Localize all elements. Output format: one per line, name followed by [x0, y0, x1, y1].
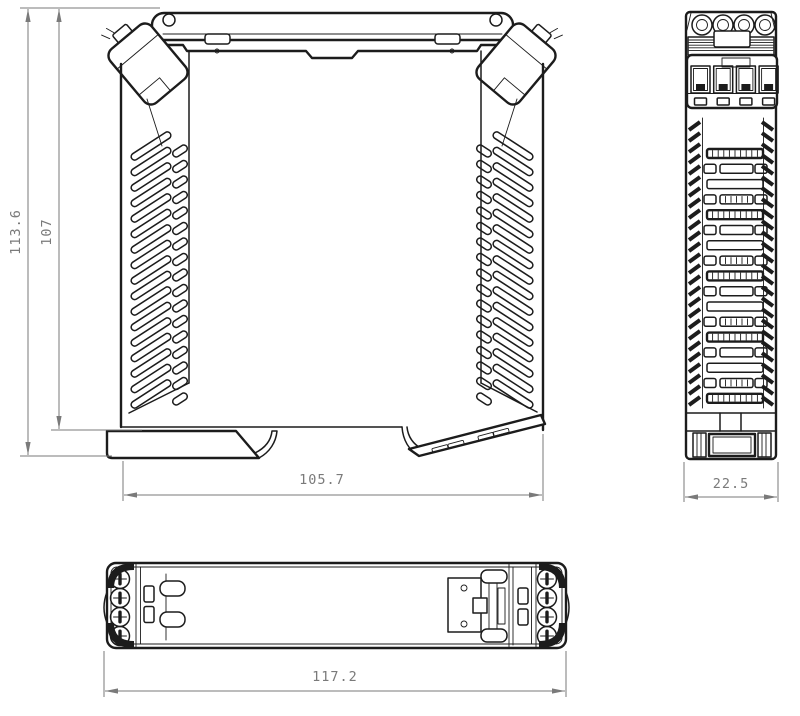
terminal-screw-inner [739, 20, 750, 31]
side-vent-small [704, 164, 716, 173]
front-top-cover [152, 13, 513, 44]
plate-hole-top [461, 585, 467, 591]
chevron-mark [689, 232, 700, 240]
terminal-screw [755, 15, 775, 35]
louver-short [171, 361, 188, 376]
terminal-screw-inner [718, 20, 729, 31]
louver-short [475, 144, 492, 159]
cover-tab-left [205, 34, 230, 44]
bottom-slot-left-1 [144, 586, 154, 602]
foot-claw [255, 431, 277, 458]
side-vent-small [704, 195, 716, 204]
chevron-mark [689, 375, 700, 383]
dim-label-overall-height: 113.6 [8, 209, 24, 255]
side-vent-small [704, 348, 716, 357]
bottom-latch-tab [473, 598, 487, 613]
side-chevrons-left [689, 122, 700, 405]
side-vent-wide [707, 363, 763, 372]
side-view [686, 12, 778, 459]
side-vent-wide [707, 180, 763, 189]
bottom-peg-right-2 [481, 629, 507, 642]
louver-short [171, 314, 188, 329]
louver-short [171, 252, 188, 267]
chevron-mark [689, 199, 700, 207]
chevron-mark [689, 122, 700, 130]
terminal-contact [741, 84, 750, 91]
side-vent-mid [720, 287, 753, 296]
din-foot [107, 431, 259, 458]
terminal-contact [696, 84, 705, 91]
chevron-mark [689, 276, 700, 284]
dim-label-front-width: 105.7 [299, 472, 345, 488]
chevron-mark [689, 188, 700, 196]
side-vent-mid [720, 348, 753, 357]
bottom-cap-lines-left [136, 564, 141, 647]
louver-short [171, 175, 188, 190]
side-clip-right [758, 433, 771, 457]
side-vent-mid [720, 226, 753, 235]
louver-short [475, 314, 492, 329]
side-vent-small [704, 287, 716, 296]
bottom-latch-bracket-1 [489, 582, 497, 630]
chevron-mark [689, 133, 700, 141]
dim-bottom-length [104, 651, 566, 697]
louver-short [475, 268, 492, 283]
chevron-mark [689, 221, 700, 229]
bottom-view [104, 563, 569, 648]
terminal-contact [764, 84, 773, 91]
side-vent-small [704, 226, 716, 235]
side-vent-small [704, 317, 716, 326]
bottom-slot-right-2 [518, 609, 528, 625]
bottom-peg-right-1 [481, 570, 507, 583]
bottom-peg-left-2 [160, 612, 185, 627]
chevron-mark [689, 386, 700, 394]
bottom-cap-lines-right [532, 564, 537, 647]
louver-short [475, 361, 492, 376]
louver-short [475, 330, 492, 345]
cover-tab-right [435, 34, 460, 44]
bottom-divider-lines-right [509, 564, 513, 648]
side-vent-small [704, 256, 716, 265]
louver-short [171, 376, 188, 391]
front-view [93, 5, 572, 458]
chevron-mark [689, 320, 700, 328]
chevron-mark [689, 243, 700, 251]
louver-short [171, 144, 188, 159]
front-base [107, 415, 545, 458]
terminal-contact [719, 84, 728, 91]
louver-short [171, 345, 188, 360]
terminal-screw-inner [760, 20, 771, 31]
louver-short [171, 159, 188, 174]
bottom-latch-bracket-2 [498, 588, 505, 624]
chevron-mark [689, 254, 700, 262]
dim-label-side-depth: 22.5 [712, 476, 750, 492]
louver-short [171, 206, 188, 221]
side-top-tab [714, 31, 750, 47]
corner-accent-tr [539, 563, 566, 588]
louver-short [475, 252, 492, 267]
side-vent-rows [704, 149, 767, 403]
bottom-peg-left-1 [160, 581, 185, 596]
side-clip-left [693, 433, 706, 457]
terminal-screw-inner [697, 20, 708, 31]
louver-short [475, 206, 492, 221]
plate-hole-bottom [461, 621, 467, 627]
side-vent-small [704, 379, 716, 388]
louver-short [475, 175, 492, 190]
dim-label-body-height: 107 [39, 218, 55, 246]
dim-label-bottom-length: 117.2 [312, 669, 358, 685]
louver-short [171, 237, 188, 252]
chevron-mark [689, 155, 700, 163]
chevron-mark [689, 342, 700, 350]
side-vent-wide [707, 241, 763, 250]
louver-short [475, 299, 492, 314]
side-bottom-dividers [720, 413, 741, 431]
louver-short [475, 221, 492, 236]
din-latch [409, 415, 545, 456]
right-vent-panel [475, 131, 534, 410]
side-clip-right-lines [762, 433, 766, 457]
louver-short [171, 190, 188, 205]
louver-short [475, 237, 492, 252]
louver-short [475, 345, 492, 360]
chevron-mark [689, 177, 700, 185]
chevron-mark [689, 353, 700, 361]
louver-short [475, 376, 492, 391]
louver-short [475, 283, 492, 298]
bottom-slot-right-1 [518, 588, 528, 604]
terminal-screw [692, 15, 712, 35]
louver-short [475, 190, 492, 205]
louver-short [475, 392, 492, 407]
louver-short [171, 221, 188, 236]
chevron-mark [689, 309, 700, 317]
louver-short [171, 299, 188, 314]
chevron-mark [689, 331, 700, 339]
louver-short [171, 330, 188, 345]
chevron-mark [689, 397, 700, 405]
chevron-mark [689, 144, 700, 152]
dim-side-depth [684, 462, 778, 502]
chevron-mark [689, 364, 700, 372]
chevron-mark [689, 298, 700, 306]
louver-short [171, 283, 188, 298]
chevron-mark [689, 210, 700, 218]
left-vent-panel [130, 131, 189, 410]
louver-short [171, 392, 188, 407]
louver-short [475, 159, 492, 174]
side-vent-wide [707, 302, 763, 311]
bottom-slot-left-2 [144, 607, 154, 623]
body-top-edge [121, 45, 543, 64]
louver-short [171, 268, 188, 283]
side-vent-mid [720, 164, 753, 173]
side-clip-left-lines [697, 433, 701, 457]
chevron-mark [689, 166, 700, 174]
chevron-mark [689, 265, 700, 273]
chevron-mark [689, 287, 700, 295]
